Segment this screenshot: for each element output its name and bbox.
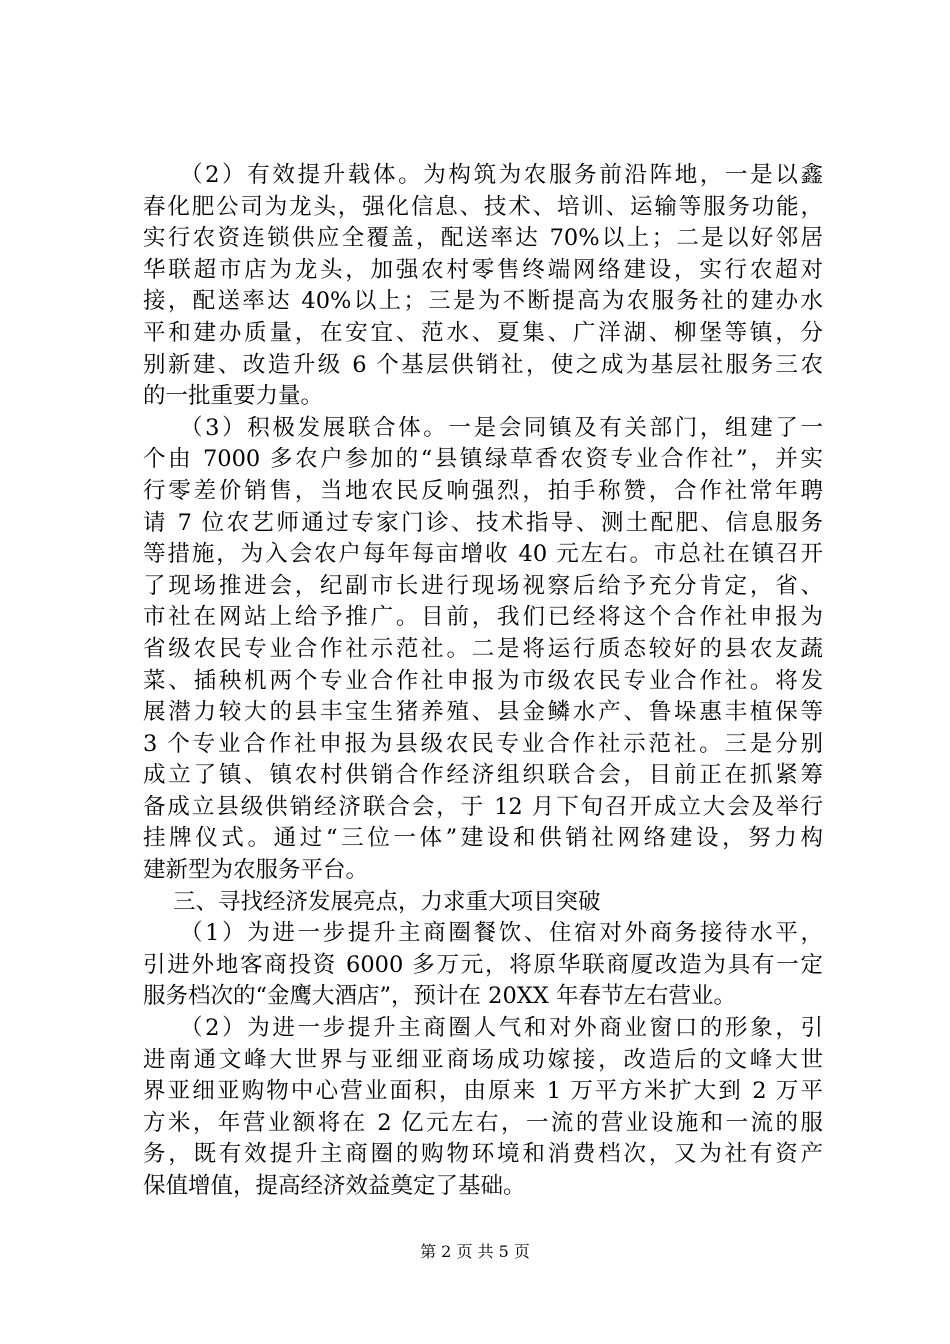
page-footer: 第 2 页 共 5 页 [420, 1242, 530, 1261]
text-line: 别新建、改造升级 6 个基层供销社，使之成为基层社服务三农 [143, 351, 823, 378]
section-heading: 三、寻找经济发展亮点，力求重大项目突破 [173, 888, 601, 915]
text-line: 行零差价销售，当地农民反响强烈，拍手称赞，合作社常年聘 [143, 477, 823, 504]
text-line: （1）为进一步提升主商圈餐饮、住宿对外商务接待水平， [180, 920, 823, 947]
text-line: 3 个专业合作社申报为县级农民专业合作社示范社。三是分别 [143, 730, 823, 757]
text-line: （2）有效提升载体。为构筑为农服务前沿阵地，一是以鑫 [180, 162, 823, 188]
text-line: 菜、插秧机两个专业合作社申报为市级农民专业合作社。将发 [143, 667, 823, 694]
text-line: 了现场推进会，纪副市长进行现场视察后给予充分肯定，省、 [143, 572, 823, 599]
text-line: 请 7 位农艺师通过专家门诊、技术指导、测土配肥、信息服务 [143, 509, 823, 536]
paragraph-p4 [143, 918, 823, 1013]
text-line: 方米，年营业额将在 2 亿元左右，一流的营业设施和一流的服 [143, 1109, 823, 1136]
text-line: 实行农资连锁供应全覆盖，配送率达 70%以上；二是以好邻居 [143, 225, 823, 252]
text-line: 服务档次的“金鹰大酒店”，预计在 20XX 年春节左右营业。 [143, 983, 736, 1010]
document-body [143, 160, 823, 1203]
text-line: 市社在网站上给予推广。目前，我们已经将这个合作社申报为 [143, 604, 823, 631]
text-line: 华联超市店为龙头，加强农村零售终端网络建设，实行农超对 [143, 256, 823, 283]
text-line: 平和建办质量，在安宜、范水、夏集、广洋湖、柳堡等镇，分 [143, 319, 823, 346]
text-line: 界亚细亚购物中心营业面积，由原来 1 万平方米扩大到 2 万平 [143, 1078, 823, 1105]
text-line: 的一批重要力量。 [143, 383, 324, 410]
text-line: 务，既有效提升主商圈的购物环境和消费档次，又为社有资产 [143, 1141, 823, 1168]
text-line: 进南通文峰大世界与亚细亚商场成功嫁接，改造后的文峰大世 [143, 1046, 823, 1073]
text-line: （2）为进一步提升主商圈人气和对外商业窗口的形象，引 [180, 1015, 823, 1042]
text-line: 春化肥公司为龙头，强化信息、技术、培训、运输等服务功能， [143, 193, 823, 220]
text-line: 省级农民专业合作社示范社。二是将运行质态较好的县农友蔬 [143, 635, 823, 662]
text-line: 展潜力较大的县丰宝生猪养殖、县金鳞水产、鲁垛惠丰植保等 [143, 699, 823, 726]
text-line: 引进外地客商投资 6000 多万元，将原华联商厦改造为具有一定 [143, 951, 823, 978]
text-line: 备成立县级供销经济联合会，于 12 月下旬召开成立大会及举行 [143, 793, 823, 820]
text-line: 挂牌仪式。通过“三位一体”建设和供销社网络建设，努力构 [143, 825, 823, 852]
paragraph-p3 [143, 413, 823, 887]
text-line: 等措施，为入会农户每年每亩增收 40 元左右。市总社在镇召开 [143, 541, 823, 568]
text-line: 成立了镇、镇农村供销合作经济组织联合会，目前正在抓紧筹 [143, 762, 823, 789]
text-line: 保值增值，提高经济效益奠定了基础。 [143, 1173, 526, 1199]
text-line: 个由 7000 多农户参加的“县镇绿草香农资专业合作社”，并实 [143, 446, 823, 473]
paragraph-p5 [143, 1013, 823, 1203]
text-line: 接，配送率达 40%以上；三是为不断提高为农服务社的建办水 [143, 288, 823, 315]
text-line: （3）积极发展联合体。一是会同镇及有关部门，组建了一 [180, 414, 823, 441]
text-line: 建新型为农服务平台。 [143, 857, 369, 884]
paragraph-p2 [143, 160, 823, 413]
